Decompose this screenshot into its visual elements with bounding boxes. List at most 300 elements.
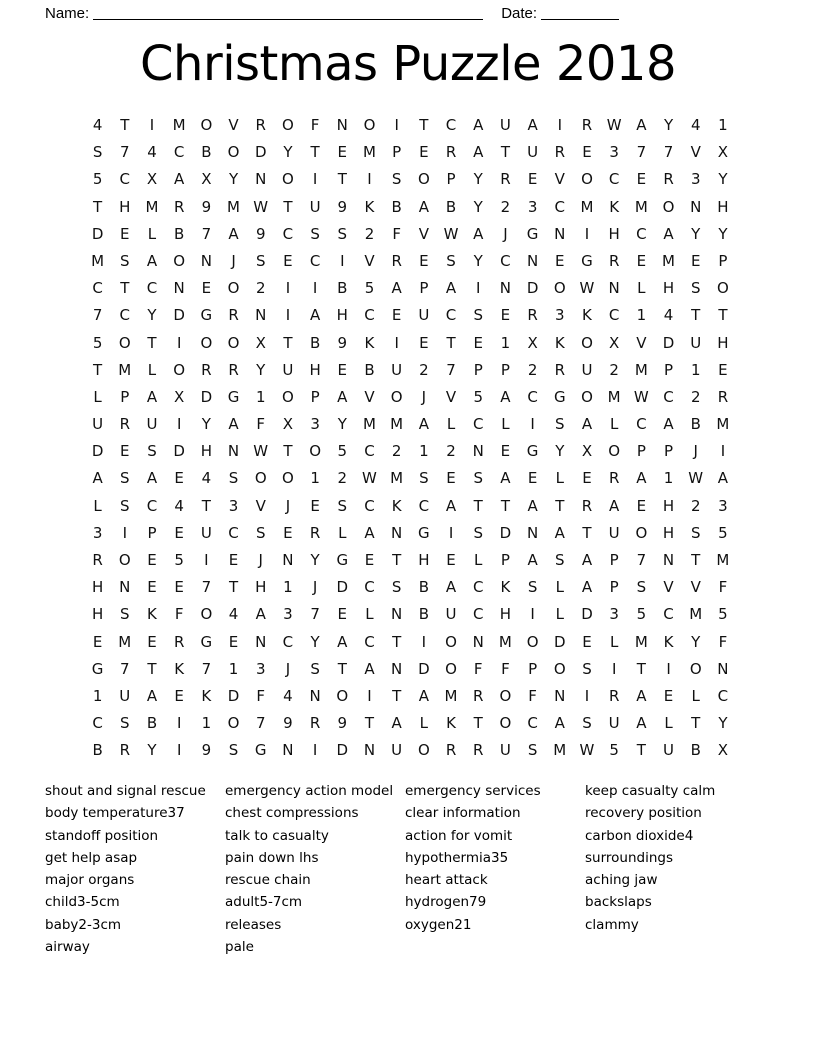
grid-cell[interactable]: B — [391, 197, 402, 216]
grid-cell[interactable]: O — [282, 387, 294, 406]
grid-cell[interactable]: U — [527, 143, 539, 162]
grid-cell[interactable]: A — [636, 469, 647, 488]
grid-cell[interactable]: W — [579, 741, 595, 760]
word-list-item[interactable]: clammy — [585, 916, 639, 933]
grid-cell[interactable]: R — [500, 170, 511, 189]
grid-cell[interactable]: T — [337, 659, 347, 678]
grid-cell[interactable]: V — [663, 578, 674, 597]
grid-cell[interactable]: T — [392, 686, 402, 705]
grid-cell[interactable]: X — [717, 741, 729, 760]
grid-cell[interactable]: 3 — [92, 523, 103, 542]
grid-cell[interactable]: S — [473, 469, 483, 488]
grid-cell[interactable]: E — [690, 251, 701, 270]
grid-cell[interactable]: R — [228, 306, 239, 325]
grid-cell[interactable]: O — [635, 523, 648, 542]
grid-cell[interactable]: C — [364, 306, 375, 325]
grid-cell[interactable]: 3 — [609, 143, 619, 162]
grid-cell[interactable]: A — [663, 224, 674, 243]
grid-cell[interactable]: P — [500, 551, 510, 569]
grid-cell[interactable]: T — [228, 578, 239, 597]
grid-cell[interactable]: E — [555, 251, 565, 270]
grid-cell[interactable]: U — [391, 360, 403, 379]
grid-cell[interactable]: E — [582, 632, 592, 651]
grid-cell[interactable]: G — [227, 387, 240, 406]
grid-cell[interactable]: A — [445, 578, 457, 597]
grid-cell[interactable]: N — [255, 306, 267, 325]
grid-cell[interactable]: T — [337, 170, 347, 189]
grid-cell[interactable]: Y — [718, 714, 728, 733]
grid-cell[interactable]: G — [254, 741, 267, 760]
grid-cell[interactable]: P — [500, 360, 510, 379]
grid-cell[interactable]: T — [473, 496, 483, 515]
grid-cell[interactable]: R — [445, 143, 457, 162]
grid-cell[interactable]: L — [691, 686, 700, 705]
grid-cell[interactable]: C — [500, 251, 511, 270]
grid-cell[interactable]: A — [228, 415, 239, 434]
grid-cell[interactable]: L — [147, 224, 157, 243]
grid-cell[interactable]: E — [500, 306, 511, 325]
grid-cell[interactable]: C — [527, 714, 538, 733]
grid-cell[interactable]: B — [92, 741, 103, 760]
grid-cell[interactable]: O — [526, 632, 539, 651]
grid-cell[interactable]: 2 — [609, 360, 619, 379]
grid-cell[interactable]: A — [500, 387, 511, 406]
grid-cell[interactable]: O — [118, 333, 131, 352]
grid-cell[interactable]: H — [717, 333, 729, 352]
grid-cell[interactable]: 1 — [663, 469, 674, 488]
grid-cell[interactable]: T — [636, 659, 646, 678]
grid-cell[interactable]: 3 — [228, 496, 239, 515]
grid-cell[interactable]: L — [555, 469, 564, 488]
grid-cell[interactable]: E — [636, 170, 647, 189]
grid-cell[interactable]: T — [392, 551, 402, 569]
grid-cell[interactable]: A — [418, 197, 429, 216]
grid-cell[interactable]: S — [120, 469, 130, 488]
grid-cell[interactable]: P — [609, 578, 619, 597]
grid-cell[interactable]: C — [472, 578, 484, 597]
grid-cell[interactable]: P — [147, 523, 157, 542]
grid-cell[interactable]: K — [147, 605, 157, 624]
grid-cell[interactable]: R — [608, 251, 620, 270]
grid-cell[interactable]: M — [118, 632, 132, 651]
grid-cell[interactable]: I — [149, 116, 155, 134]
grid-cell[interactable]: S — [92, 143, 103, 162]
grid-cell[interactable]: 2 — [446, 442, 456, 461]
grid-cell[interactable]: E — [718, 360, 728, 379]
grid-cell[interactable]: G — [553, 387, 566, 406]
grid-cell[interactable]: N — [200, 251, 212, 270]
word-list-item[interactable]: aching jaw — [585, 872, 658, 889]
word-list-item[interactable]: pale — [225, 939, 254, 956]
grid-cell[interactable]: L — [419, 714, 429, 733]
grid-cell[interactable]: E — [337, 360, 348, 379]
grid-cell[interactable]: M — [498, 632, 512, 651]
grid-cell[interactable]: 3 — [283, 605, 293, 624]
grid-cell[interactable]: D — [418, 659, 430, 678]
grid-cell[interactable]: U — [92, 415, 104, 434]
grid-cell[interactable]: U — [608, 714, 620, 733]
grid-cell[interactable]: E — [174, 523, 184, 542]
grid-cell[interactable]: T — [120, 279, 130, 298]
grid-cell[interactable]: I — [367, 170, 372, 189]
grid-cell[interactable]: U — [499, 741, 511, 760]
grid-cell[interactable]: T — [364, 714, 375, 733]
grid-cell[interactable]: C — [663, 387, 674, 406]
grid-cell[interactable]: R — [173, 632, 185, 651]
word-list-item[interactable]: backslaps — [585, 894, 652, 911]
grid-cell[interactable]: X — [174, 387, 185, 406]
grid-cell[interactable]: S — [473, 306, 483, 325]
grid-cell[interactable]: A — [473, 116, 484, 134]
grid-cell[interactable]: G — [418, 523, 430, 542]
grid-cell[interactable]: U — [309, 197, 321, 216]
grid-cell[interactable]: I — [530, 415, 535, 434]
grid-cell[interactable]: N — [526, 523, 539, 542]
grid-cell[interactable]: G — [200, 632, 213, 651]
grid-cell[interactable]: L — [93, 387, 102, 406]
grid-cell[interactable]: B — [201, 143, 212, 162]
grid-cell[interactable]: I — [394, 116, 399, 134]
grid-cell[interactable]: 4 — [663, 306, 674, 325]
grid-cell[interactable]: R — [527, 306, 538, 325]
grid-cell[interactable]: T — [310, 143, 320, 162]
grid-cell[interactable]: N — [717, 659, 729, 678]
grid-cell[interactable]: L — [609, 632, 619, 651]
grid-cell[interactable]: H — [255, 578, 267, 597]
grid-cell[interactable]: A — [609, 496, 620, 515]
grid-cell[interactable]: A — [174, 170, 185, 189]
grid-cell[interactable]: J — [421, 387, 427, 406]
grid-cell[interactable]: R — [581, 116, 593, 134]
grid-cell[interactable]: K — [364, 197, 375, 216]
grid-cell[interactable]: T — [636, 741, 646, 760]
grid-cell[interactable]: 9 — [255, 224, 266, 243]
grid-cell[interactable]: A — [337, 387, 348, 406]
word-list-item[interactable]: emergency services — [405, 783, 541, 799]
grid-cell[interactable]: E — [201, 279, 212, 298]
grid-cell[interactable]: W — [443, 224, 459, 243]
grid-cell[interactable]: I — [340, 251, 345, 270]
grid-cell[interactable]: E — [120, 224, 130, 243]
grid-cell[interactable]: H — [91, 578, 104, 597]
grid-cell[interactable]: Y — [147, 741, 157, 760]
grid-cell[interactable]: O — [200, 116, 213, 134]
grid-cell[interactable]: H — [662, 523, 675, 542]
word-list-item[interactable]: body temperature37 — [45, 805, 185, 822]
grid-cell[interactable]: E — [446, 551, 456, 569]
grid-cell[interactable]: M — [91, 251, 105, 270]
grid-cell[interactable]: A — [473, 143, 484, 162]
grid-cell[interactable]: E — [92, 632, 103, 651]
grid-cell[interactable]: W — [688, 469, 704, 488]
grid-cell[interactable]: J — [312, 578, 318, 597]
word-list-item[interactable]: adult5-7cm — [225, 894, 303, 911]
grid-cell[interactable]: G — [526, 224, 539, 243]
grid-cell[interactable]: R — [309, 714, 321, 733]
grid-cell[interactable]: Y — [337, 415, 347, 434]
grid-cell[interactable]: O — [200, 333, 213, 352]
grid-cell[interactable]: B — [309, 333, 321, 352]
word-list-item[interactable]: talk to casualty — [225, 827, 329, 844]
grid-cell[interactable]: T — [93, 197, 103, 216]
grid-cell[interactable]: D — [200, 387, 213, 406]
grid-cell[interactable]: C — [608, 170, 620, 189]
grid-cell[interactable]: M — [580, 197, 594, 216]
word-list-item[interactable]: chest compressions — [225, 805, 359, 822]
grid-cell[interactable]: C — [309, 251, 321, 270]
grid-cell[interactable]: T — [582, 523, 592, 542]
grid-cell[interactable]: 7 — [201, 578, 212, 597]
grid-cell[interactable]: C — [173, 143, 185, 162]
grid-cell[interactable]: 3 — [555, 306, 565, 325]
grid-cell[interactable]: M — [607, 387, 621, 406]
grid-cell[interactable]: N — [282, 551, 294, 569]
grid-cell[interactable]: R — [255, 116, 266, 134]
grid-cell[interactable]: 7 — [92, 306, 103, 325]
grid-cell[interactable]: L — [555, 578, 564, 597]
word-list-item[interactable]: recovery position — [585, 805, 702, 822]
grid-cell[interactable]: M — [145, 197, 159, 216]
grid-cell[interactable]: E — [446, 469, 456, 488]
grid-cell[interactable]: N — [690, 197, 702, 216]
grid-cell[interactable]: R — [663, 170, 674, 189]
grid-cell[interactable]: U — [418, 306, 430, 325]
grid-cell[interactable]: I — [176, 333, 182, 352]
grid-cell[interactable]: U — [200, 523, 212, 542]
grid-cell[interactable]: 2 — [364, 224, 375, 243]
grid-cell[interactable]: P — [473, 360, 483, 379]
grid-cell[interactable]: M — [689, 605, 703, 624]
grid-cell[interactable]: L — [664, 714, 673, 733]
grid-cell[interactable]: S — [690, 523, 701, 542]
grid-cell[interactable]: H — [200, 442, 212, 461]
grid-cell[interactable]: 1 — [718, 116, 728, 134]
grid-cell[interactable]: G — [336, 551, 349, 569]
date-write-in-line[interactable] — [541, 6, 619, 20]
grid-cell[interactable]: T — [283, 333, 293, 352]
grid-cell[interactable]: K — [364, 333, 375, 352]
grid-cell[interactable]: J — [231, 251, 236, 270]
grid-cell[interactable]: H — [418, 551, 430, 569]
grid-cell[interactable]: R — [119, 741, 130, 760]
grid-cell[interactable]: D — [581, 605, 593, 624]
grid-cell[interactable]: F — [501, 659, 510, 678]
grid-cell[interactable]: B — [364, 360, 375, 379]
grid-cell[interactable]: V — [364, 251, 375, 270]
grid-cell[interactable]: E — [419, 333, 429, 352]
grid-cell[interactable]: A — [146, 469, 158, 488]
grid-cell[interactable]: O — [309, 442, 321, 461]
grid-cell[interactable]: 3 — [690, 170, 701, 189]
grid-cell[interactable]: S — [255, 251, 266, 270]
grid-cell[interactable]: P — [528, 659, 538, 678]
grid-cell[interactable]: Y — [473, 197, 483, 216]
grid-cell[interactable]: Y — [473, 251, 483, 270]
grid-cell[interactable]: N — [526, 251, 539, 270]
grid-cell[interactable]: A — [364, 659, 375, 678]
grid-cell[interactable]: N — [391, 605, 403, 624]
grid-cell[interactable]: M — [634, 197, 648, 216]
grid-cell[interactable]: 5 — [636, 605, 647, 624]
grid-cell[interactable]: T — [691, 306, 701, 325]
grid-cell[interactable]: S — [527, 741, 538, 760]
grid-cell[interactable]: C — [636, 415, 647, 434]
grid-cell[interactable]: N — [227, 442, 240, 461]
grid-cell[interactable]: S — [636, 578, 647, 597]
grid-cell[interactable]: M — [716, 415, 730, 434]
grid-cell[interactable]: S — [446, 251, 456, 270]
grid-cell[interactable]: A — [473, 224, 484, 243]
grid-cell[interactable]: C — [146, 496, 158, 515]
grid-cell[interactable]: M — [390, 415, 404, 434]
grid-cell[interactable]: N — [255, 632, 267, 651]
grid-cell[interactable]: C — [92, 714, 103, 733]
grid-cell[interactable]: T — [500, 496, 510, 515]
grid-cell[interactable]: 3 — [310, 415, 320, 434]
grid-cell[interactable]: G — [526, 442, 539, 461]
grid-cell[interactable]: H — [717, 197, 729, 216]
word-list-item[interactable]: baby2-3cm — [45, 916, 122, 933]
grid-cell[interactable]: E — [364, 551, 375, 569]
grid-cell[interactable]: 7 — [446, 360, 456, 379]
grid-cell[interactable]: S — [147, 442, 157, 461]
grid-cell[interactable]: I — [720, 442, 726, 461]
grid-cell[interactable]: P — [664, 442, 674, 461]
grid-cell[interactable]: A — [337, 632, 348, 651]
grid-cell[interactable]: A — [581, 551, 593, 569]
grid-cell[interactable]: T — [120, 116, 130, 134]
grid-cell[interactable]: Y — [473, 170, 483, 189]
grid-cell[interactable]: T — [500, 143, 510, 162]
grid-cell[interactable]: O — [553, 659, 566, 678]
word-list-item[interactable]: clear information — [405, 805, 521, 822]
grid-cell[interactable]: A — [636, 714, 647, 733]
grid-cell[interactable]: 9 — [337, 333, 348, 352]
grid-cell[interactable]: M — [362, 415, 376, 434]
grid-cell[interactable]: 1 — [92, 686, 103, 705]
grid-cell[interactable]: S — [527, 578, 538, 597]
grid-cell[interactable]: J — [503, 224, 508, 243]
grid-cell[interactable]: N — [662, 551, 675, 569]
grid-cell[interactable]: B — [174, 224, 185, 243]
grid-cell[interactable]: C — [92, 279, 103, 298]
grid-cell[interactable]: 7 — [255, 714, 266, 733]
grid-cell[interactable]: Y — [718, 224, 728, 243]
grid-cell[interactable]: 1 — [419, 442, 429, 461]
grid-cell[interactable]: W — [253, 197, 269, 216]
word-list-item[interactable]: hypothermia35 — [405, 849, 509, 866]
grid-cell[interactable]: Y — [228, 170, 239, 189]
grid-cell[interactable]: N — [173, 279, 185, 298]
grid-cell[interactable]: F — [256, 686, 266, 705]
grid-cell[interactable]: L — [474, 551, 483, 569]
grid-cell[interactable]: W — [606, 116, 622, 134]
grid-cell[interactable]: I — [448, 523, 454, 542]
grid-cell[interactable]: M — [716, 551, 730, 569]
grid-cell[interactable]: R — [473, 686, 484, 705]
grid-cell[interactable]: O — [282, 469, 294, 488]
grid-cell[interactable]: A — [418, 686, 429, 705]
grid-cell[interactable]: R — [119, 415, 130, 434]
grid-cell[interactable]: R — [92, 551, 103, 569]
grid-cell[interactable]: A — [527, 116, 538, 134]
grid-cell[interactable]: U — [391, 741, 403, 760]
grid-cell[interactable]: P — [636, 442, 646, 461]
grid-cell[interactable]: D — [173, 306, 185, 325]
grid-cell[interactable]: N — [282, 741, 294, 760]
grid-cell[interactable]: 2 — [391, 442, 402, 461]
grid-cell[interactable]: T — [691, 551, 701, 569]
grid-cell[interactable]: O — [173, 360, 186, 379]
grid-cell[interactable]: O — [118, 551, 131, 569]
grid-cell[interactable]: 5 — [364, 279, 375, 298]
grid-cell[interactable]: S — [120, 714, 130, 733]
word-list-item[interactable]: get help asap — [45, 849, 138, 866]
grid-cell[interactable]: F — [718, 578, 728, 597]
grid-cell[interactable]: S — [582, 659, 592, 678]
grid-cell[interactable]: Y — [691, 632, 701, 651]
grid-cell[interactable]: I — [285, 279, 291, 298]
grid-cell[interactable]: B — [418, 605, 429, 624]
grid-cell[interactable]: J — [258, 551, 263, 569]
grid-cell[interactable]: M — [172, 116, 186, 134]
grid-cell[interactable]: I — [312, 170, 318, 189]
grid-cell[interactable]: 4 — [92, 116, 103, 134]
grid-cell[interactable]: B — [690, 741, 701, 760]
grid-cell[interactable]: C — [472, 605, 484, 624]
grid-cell[interactable]: I — [584, 686, 590, 705]
grid-cell[interactable]: O — [445, 632, 457, 651]
grid-cell[interactable]: W — [633, 387, 649, 406]
grid-cell[interactable]: L — [501, 415, 510, 434]
grid-cell[interactable]: D — [336, 578, 349, 597]
grid-cell[interactable]: 9 — [201, 741, 212, 760]
grid-cell[interactable]: J — [285, 496, 291, 515]
name-write-in-line[interactable] — [93, 6, 483, 20]
grid-cell[interactable]: T — [718, 306, 728, 325]
grid-cell[interactable]: B — [445, 197, 457, 216]
grid-cell[interactable]: D — [554, 632, 566, 651]
grid-cell[interactable]: 7 — [663, 143, 674, 162]
grid-cell[interactable]: N — [554, 686, 566, 705]
grid-cell[interactable]: E — [473, 333, 483, 352]
grid-cell[interactable]: A — [309, 306, 321, 325]
grid-cell[interactable]: T — [555, 496, 565, 515]
grid-cell[interactable]: C — [472, 415, 484, 434]
grid-cell[interactable]: S — [555, 415, 565, 434]
grid-cell[interactable]: O — [336, 686, 349, 705]
grid-cell[interactable]: A — [581, 415, 593, 434]
grid-cell[interactable]: Y — [663, 116, 674, 134]
grid-cell[interactable]: E — [283, 523, 293, 542]
grid-cell[interactable]: O — [282, 116, 294, 134]
grid-cell[interactable]: I — [176, 415, 182, 434]
grid-cell[interactable]: R — [173, 197, 185, 216]
word-list-item[interactable]: pain down lhs — [225, 849, 319, 866]
grid-cell[interactable]: E — [283, 251, 293, 270]
grid-cell[interactable]: 9 — [283, 714, 293, 733]
grid-cell[interactable]: L — [365, 605, 374, 624]
grid-cell[interactable]: C — [418, 496, 430, 515]
grid-cell[interactable]: O — [254, 469, 267, 488]
grid-cell[interactable]: T — [93, 360, 103, 379]
grid-cell[interactable]: M — [444, 686, 458, 705]
grid-cell[interactable]: R — [554, 143, 565, 162]
grid-cell[interactable]: I — [204, 551, 209, 569]
grid-cell[interactable]: N — [472, 442, 484, 461]
grid-cell[interactable]: 7 — [636, 551, 647, 569]
grid-cell[interactable]: E — [310, 496, 320, 515]
